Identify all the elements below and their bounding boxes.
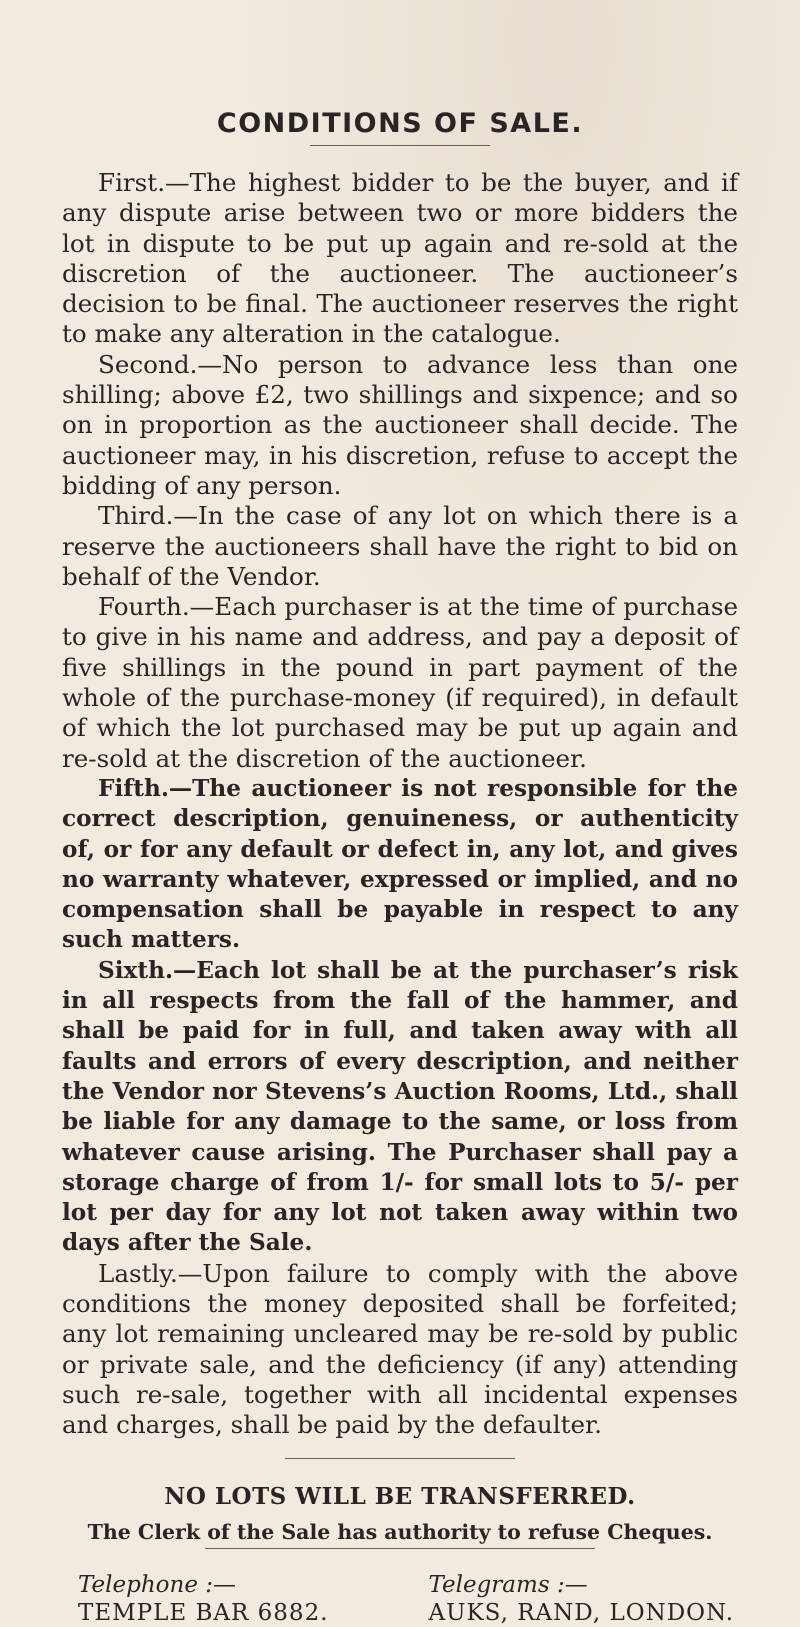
telegrams-label: Telegrams :— — [428, 1572, 588, 1599]
condition-lastly: Lastly.—Upon failure to comply with the above conditions the money deposited shall be forfeited; any lot remaining uncleared may be re-sold by public or private sale, and the deficiency (if any) attending such re-sale, together with all incidental expenses and charges, shall be paid by the defaulter. — [62, 1258, 738, 1440]
section-divider — [285, 1458, 515, 1459]
title-underline — [310, 145, 490, 146]
telegrams-block — [428, 1571, 734, 1627]
condition-fifth: Fifth.—The auctioneer is not responsible for the correct description, genuineness, or authenticity of, or for any default or defect in, any lot, and gives no warranty whatever, expressed or implied, and no compensation shall be payable in respect to any such matters. — [62, 774, 738, 954]
cheque-notice-underline — [205, 1548, 595, 1549]
telephone-number: TEMPLE BAR 6882. — [78, 1600, 329, 1627]
condition-fourth: Fourth.—Each purchaser is at the time of purchase to give in his name and address, and pay a deposit of five shillings in the pound in part payment of the whole of the purchase-money (if required), in default of which the lot purchased may be put up again and re-sold at the discretion of the auctioneer. — [62, 592, 738, 773]
transfer-notice: NO LOTS WILL BE TRANSFERRED. — [164, 1483, 636, 1511]
condition-second: Second.—No person to advance less than one shilling; above £2, two shillings and sixpence; and so on in proportion as the auctioneer shall decide. The auctioneer may, in his discretion, refuse to accept the bidding of any person. — [62, 349, 738, 500]
cheque-notice: The Clerk of the Sale has authority to refuse Cheques. — [87, 1520, 713, 1545]
page-title: CONDITIONS OF SALE. — [216, 108, 584, 139]
telephone-block — [78, 1571, 329, 1627]
telegrams-address: AUKS, RAND, LONDON. — [428, 1600, 734, 1627]
telephone-label: Telephone :— — [78, 1572, 237, 1599]
condition-first: First.—The highest bidder to be the buyer, and if any dispute arise between two or more bidders the lot in dispute to be put up again and re-sold at the discretion of the auctioneer. The auctioneer’s decision to be final. The auctioneer reserves the right to make any alteration in the catalogue. — [62, 168, 738, 349]
contact-footer — [62, 1571, 738, 1627]
condition-third: Third.—In the case of any lot on which there is a reserve the auctioneers shall have the right to bid on behalf of the Vendor. — [62, 501, 738, 591]
condition-sixth: Sixth.—Each lot shall be at the purchaser’s risk in all respects from the fall of the hammer, and shall be paid for in full, and taken away with all faults and errors of every description, and neither the Vendor nor Stevens’s Auction Rooms, Ltd., shall be liable for any damage to the same, or loss from whatever cause arising. The Purchaser shall pay a storage charge of from 1/- for small lots to 5/- per lot per day for any lot not taken away within two days after the Sale. — [62, 956, 738, 1257]
